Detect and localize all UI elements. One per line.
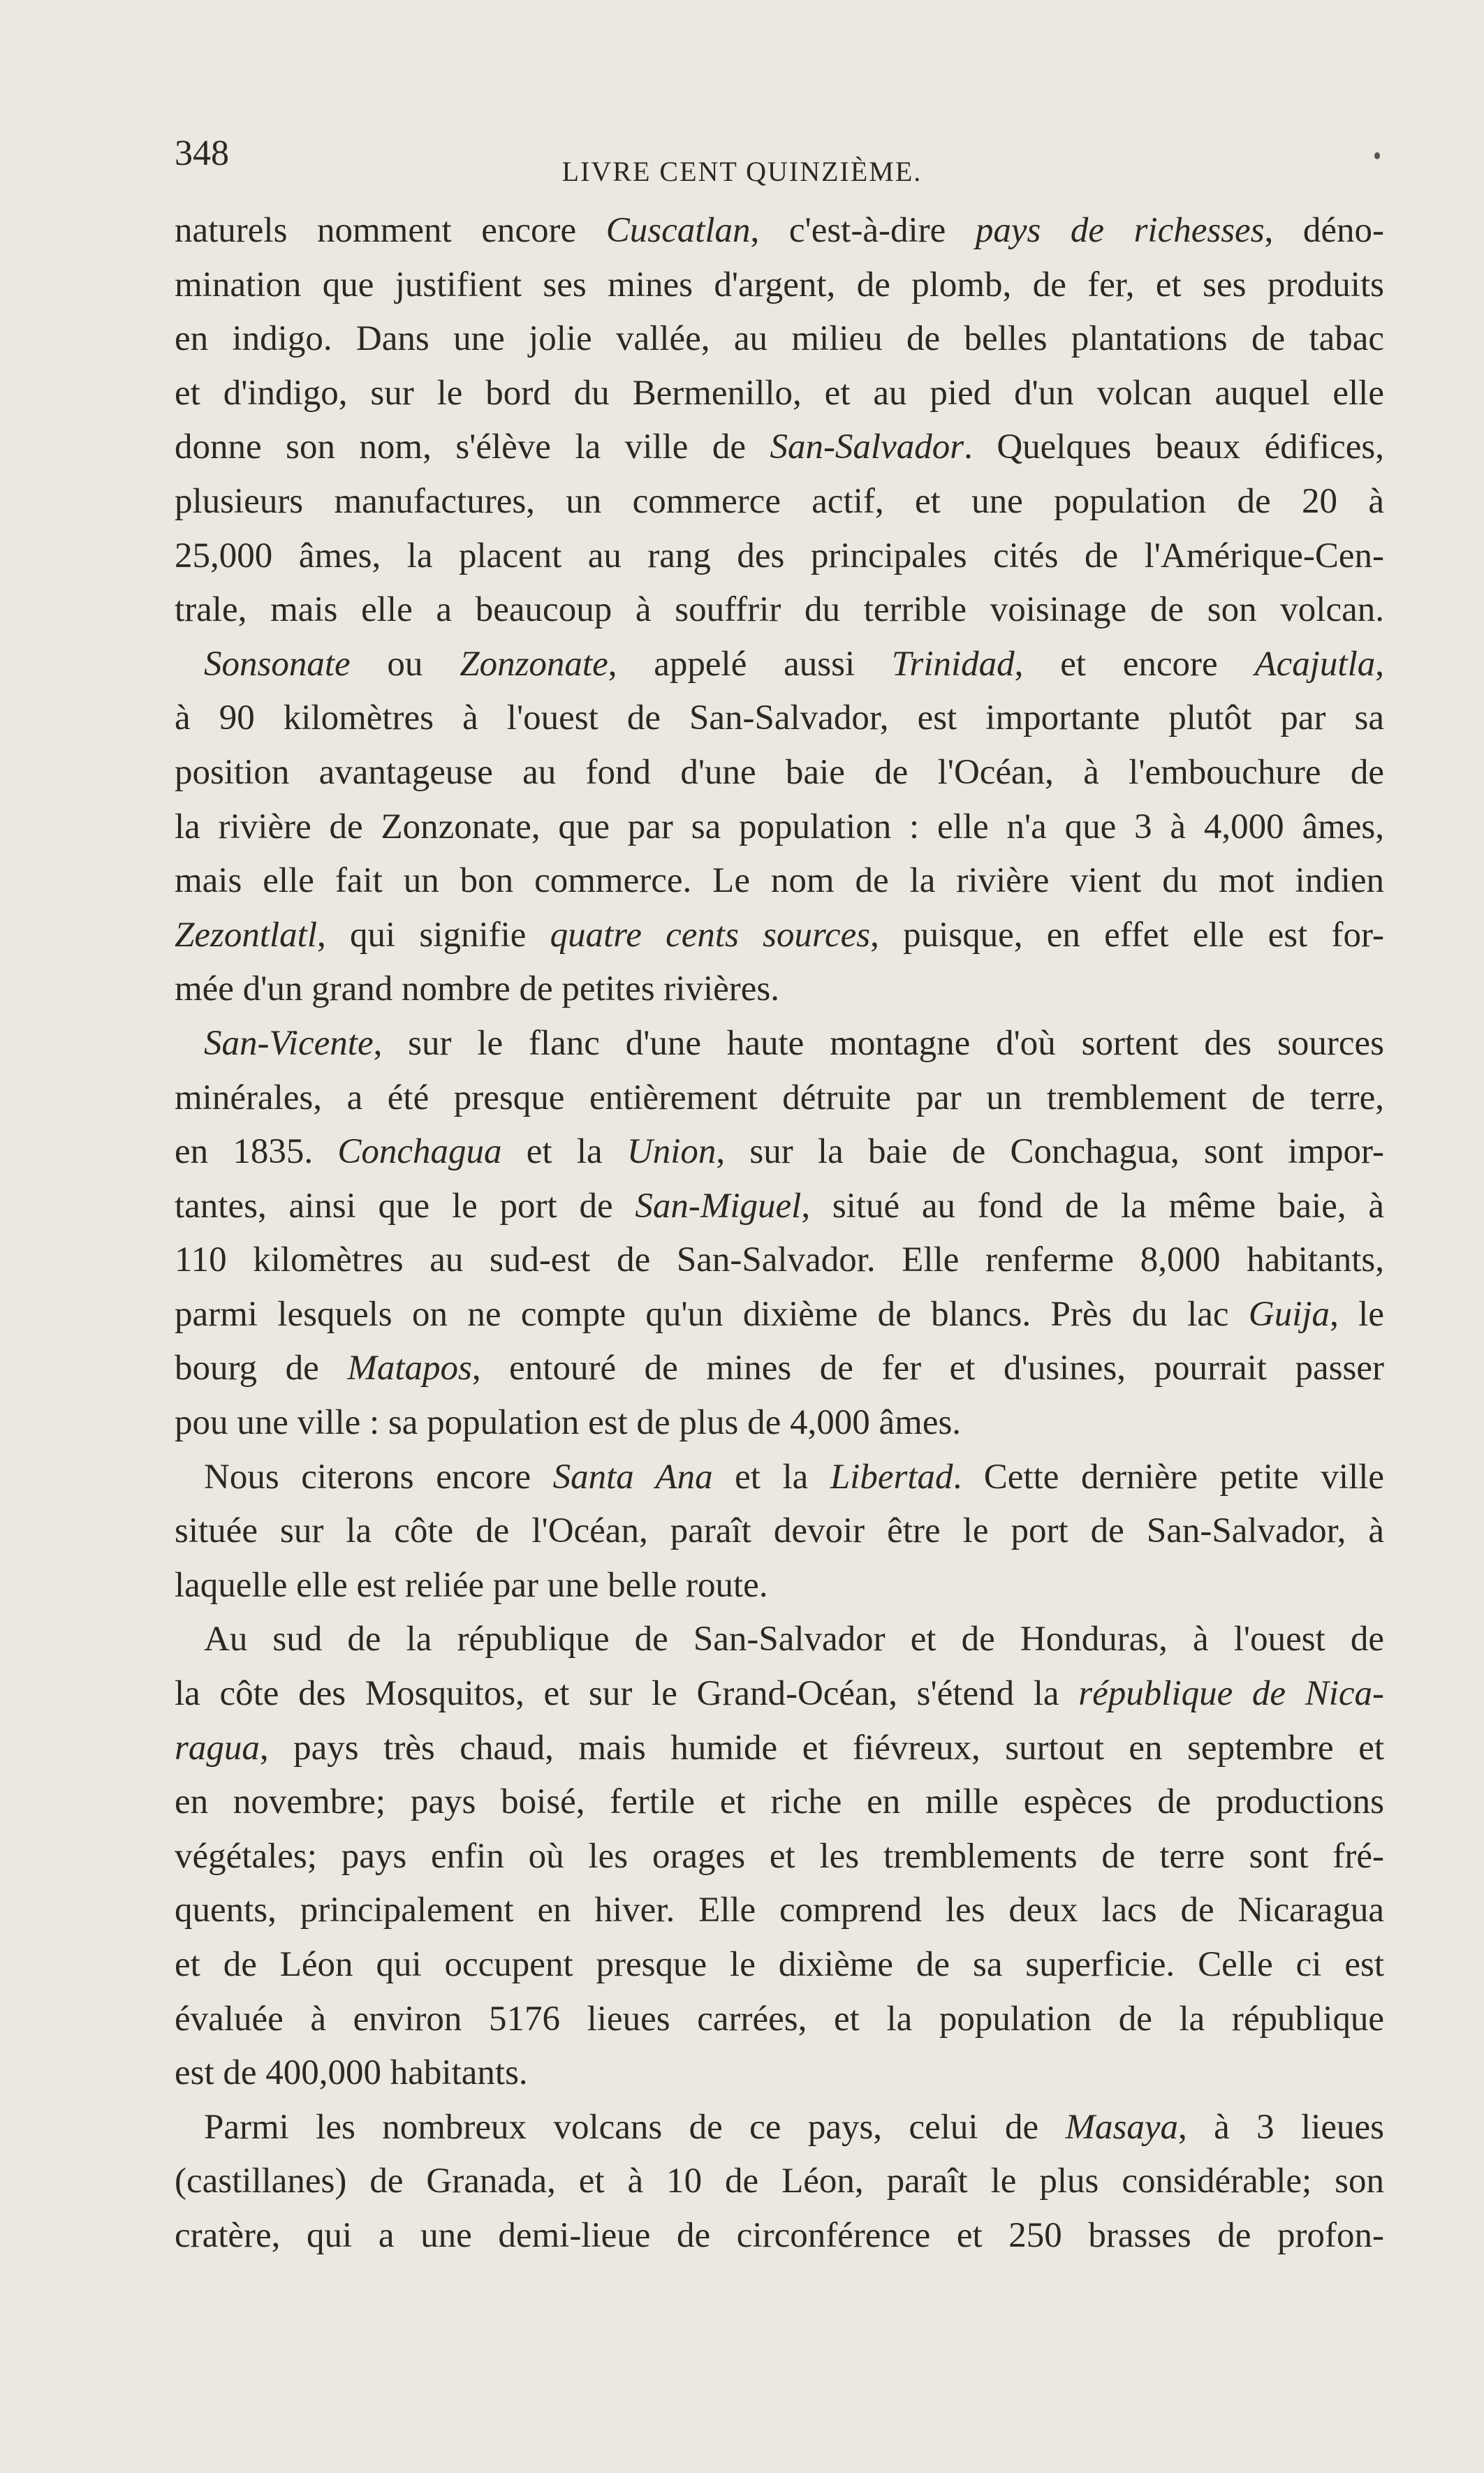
text-run: minérales, a été presque entièrement détruite par un tremblement de terre, <box>175 1078 1384 1117</box>
text-line-content <box>175 529 1384 584</box>
text-run: parmi lesquels on ne compte qu'un dixième de blancs. Près du lac <box>175 1294 1249 1334</box>
text-run: naturels nomment encore <box>175 211 606 250</box>
text-line <box>175 1938 1384 1993</box>
text-run: mination que justifient ses mines d'argent, de plomb, de fer, et ses produits <box>175 265 1384 304</box>
italic-text: Conchagua <box>337 1132 502 1172</box>
text-line <box>175 258 1384 313</box>
italic-text: pays de richesses <box>975 211 1265 250</box>
italic-text: quatre cents sources <box>550 915 871 955</box>
text-line <box>175 583 1384 638</box>
text-line-content <box>175 1775 1384 1830</box>
text-run: et la <box>501 1132 627 1172</box>
italic-text: ragua <box>175 1728 260 1768</box>
text-line-content <box>175 367 1384 421</box>
text-line-content <box>175 1722 1384 1776</box>
text-line-content <box>175 1667 1384 1722</box>
text-line <box>175 1451 1384 1505</box>
text-run: . Quelques beaux édifices, <box>964 427 1384 467</box>
text-run: végétales; pays enfin où les orages et les tremblements de terre sont fré- <box>175 1836 1384 1876</box>
text-run: à 90 kilomètres à l'ouest de San-Salvador, est importante plutôt par sa <box>175 698 1384 738</box>
text-line-content <box>175 1396 1384 1451</box>
text-run: , entouré de mines de fer et d'usines, pourrait passer <box>471 1349 1384 1388</box>
text-run: Nous citerons encore <box>204 1457 553 1497</box>
text-run: position avantageuse au fond d'une baie de l'Océan, à l'embouchure de <box>175 752 1384 792</box>
text-run: en indigo. Dans une jolie vallée, au milieu de belles plantations de tabac <box>175 319 1384 359</box>
text-run: , c'est-à-dire <box>750 211 976 250</box>
text-line <box>175 2046 1384 2101</box>
text-line <box>175 962 1384 1017</box>
text-run: , à 3 lieues <box>1177 2107 1384 2147</box>
text-run: donne son nom, s'élève la ville de <box>175 427 770 467</box>
text-run: située sur la côte de l'Océan, paraît devoir être le port de San-Salvador, à <box>175 1511 1384 1551</box>
text-run: , le <box>1330 1294 1384 1334</box>
text-line <box>175 2155 1384 2209</box>
text-line <box>175 1071 1384 1126</box>
italic-text: San-Salvador <box>770 427 964 467</box>
italic-text: Trinidad <box>891 644 1015 684</box>
text-run: , qui signifie <box>317 915 550 955</box>
text-line-content <box>175 475 1384 529</box>
italic-text: Union <box>626 1132 717 1172</box>
text-run: tantes, ainsi que le port de <box>175 1186 636 1226</box>
ink-speck <box>1374 152 1380 159</box>
body-text <box>175 204 1384 2263</box>
italic-text: San-Vicente <box>204 1023 374 1063</box>
text-line-content <box>204 1017 1384 1071</box>
text-run: , <box>1375 644 1385 684</box>
text-run: (castillanes) de Granada, et à 10 de Léon, paraît le plus considérable; son <box>175 2162 1384 2201</box>
text-line <box>175 1288 1384 1342</box>
text-line <box>175 1017 1384 1071</box>
text-line-content <box>175 1288 1384 1342</box>
text-run: 25,000 âmes, la placent au rang des principales cités de l'Amérique-Cen- <box>175 536 1384 575</box>
text-run: et de Léon qui occupent presque le dixième de sa superficie. Celle ci est <box>175 1945 1384 1984</box>
text-run: pou une ville : sa population est de plus de 4,000 âmes. <box>175 1403 962 1443</box>
text-run: cratère, qui a une demi-lieue de circonférence et 250 brasses de profon- <box>175 2215 1384 2255</box>
text-run: en novembre; pays boisé, fertile et riche en mille espèces de productions <box>175 1782 1384 1822</box>
text-line-content <box>175 1125 1384 1180</box>
text-run: , sur la baie de Conchagua, sont impor- <box>716 1132 1384 1172</box>
italic-text: Cuscatlan <box>605 211 751 250</box>
text-line <box>175 2101 1384 2155</box>
text-line-content <box>175 1071 1384 1126</box>
text-line-content <box>175 800 1384 855</box>
text-run: Au sud de la république de San-Salvador et de Honduras, à l'ouest de <box>204 1620 1384 1659</box>
italic-text: Libertad <box>830 1457 953 1497</box>
text-line-content <box>175 2209 1384 2263</box>
italic-text: San-Miguel <box>635 1186 802 1226</box>
text-run: bourg de <box>175 1349 348 1388</box>
text-line-content <box>175 1993 1384 2047</box>
text-line-content <box>175 204 1384 258</box>
text-line-content <box>204 1613 1384 1667</box>
text-line-content <box>175 1180 1384 1234</box>
text-run: , sur le flanc d'une haute montagne d'où sortent des sources <box>373 1023 1384 1063</box>
text-run: en 1835. <box>175 1132 338 1172</box>
text-run: , appelé aussi <box>608 644 892 684</box>
text-run: la côte des Mosquitos, et sur le Grand-Océan, s'étend la <box>175 1674 1079 1714</box>
text-line <box>175 1233 1384 1288</box>
text-line <box>175 1884 1384 1938</box>
text-line <box>175 746 1384 800</box>
text-line-content <box>175 1504 1384 1559</box>
text-line <box>175 475 1384 529</box>
text-line <box>175 1396 1384 1451</box>
italic-text: république de Nica- <box>1078 1674 1384 1714</box>
text-line-content <box>175 691 1384 746</box>
text-line <box>175 1830 1384 1884</box>
text-run: ou <box>350 644 460 684</box>
italic-text: Zonzonate <box>460 644 608 684</box>
text-run: , situé au fond de la même baie, à <box>801 1186 1385 1226</box>
text-run: plusieurs manufactures, un commerce actif, et une population de 20 à <box>175 481 1384 521</box>
text-run: quents, principalement en hiver. Elle comprend les deux lacs de Nicaragua <box>175 1891 1384 1930</box>
text-line-content <box>204 638 1384 692</box>
italic-text: Santa Ana <box>552 1457 713 1497</box>
text-line <box>175 1613 1384 1667</box>
text-line-content <box>175 1559 1384 1613</box>
text-line-content <box>175 2155 1384 2209</box>
text-line-content <box>204 2101 1384 2155</box>
text-line <box>175 1993 1384 2047</box>
text-line <box>175 1722 1384 1776</box>
italic-text: Acajutla <box>1254 644 1376 684</box>
text-line <box>175 367 1384 421</box>
text-line <box>175 638 1384 692</box>
italic-text: Matapos <box>347 1349 472 1388</box>
running-head: LIVRE CENT QUINZIÈME. <box>561 156 923 187</box>
italic-text: Sonsonate <box>204 644 351 684</box>
text-line-content <box>175 258 1384 313</box>
text-line <box>175 529 1384 584</box>
text-line <box>175 800 1384 855</box>
text-line <box>175 1775 1384 1830</box>
text-run: , déno- <box>1264 211 1384 250</box>
italic-text: Guija <box>1248 1294 1330 1334</box>
text-run: Parmi les nombreux volcans de ce pays, celui de <box>204 2107 1066 2147</box>
text-line-content <box>175 1233 1384 1288</box>
text-line <box>175 312 1384 367</box>
text-line-content <box>175 420 1384 475</box>
text-run: la rivière de Zonzonate, que par sa population : elle n'a que 3 à 4,000 âmes, <box>175 807 1384 846</box>
text-run: mée d'un grand nombre de petites rivières. <box>175 969 779 1009</box>
text-run: est de 400,000 habitants. <box>175 2053 528 2093</box>
italic-text: Masaya <box>1065 2107 1178 2147</box>
text-line-content <box>175 962 1384 1017</box>
text-run: , et encore <box>1014 644 1255 684</box>
page-number: 348 <box>175 133 229 173</box>
text-line-content <box>175 1830 1384 1884</box>
text-line <box>175 854 1384 909</box>
text-line <box>175 909 1384 963</box>
text-run: , pays très chaud, mais humide et fiévreux, surtout en septembre et <box>259 1728 1384 1768</box>
text-line <box>175 1504 1384 1559</box>
text-run: et d'indigo, sur le bord du Bermenillo, et au pied d'un volcan auquel elle <box>175 373 1384 413</box>
text-line-content <box>175 312 1384 367</box>
text-run: trale, mais elle a beaucoup à souffrir du terrible voisinage de son volcan. <box>175 590 1384 630</box>
text-line-content <box>175 1938 1384 1993</box>
text-line <box>175 1667 1384 1722</box>
text-line-content <box>175 1342 1384 1396</box>
text-line <box>175 1180 1384 1234</box>
text-line-content <box>175 909 1384 963</box>
text-line-content <box>175 2046 1384 2101</box>
text-line-content <box>175 746 1384 800</box>
text-line <box>175 1559 1384 1613</box>
text-run: évaluée à environ 5176 lieues carrées, et la population de la république <box>175 1999 1384 2039</box>
italic-text: Zezontlatl <box>175 915 318 955</box>
text-run: , puisque, en effet elle est for- <box>870 915 1384 955</box>
text-line <box>175 420 1384 475</box>
text-line-content <box>175 1884 1384 1938</box>
text-run: . Cette dernière petite ville <box>953 1457 1384 1497</box>
text-line <box>175 691 1384 746</box>
text-run: 110 kilomètres au sud-est de San-Salvador. Elle renferme 8,000 habitants, <box>175 1240 1384 1280</box>
text-run: laquelle elle est reliée par une belle route. <box>175 1565 768 1605</box>
text-line-content <box>175 854 1384 909</box>
text-line <box>175 2209 1384 2263</box>
text-line-content <box>175 583 1384 638</box>
text-run: et la <box>712 1457 830 1497</box>
text-line-content <box>204 1451 1384 1505</box>
text-line <box>175 1125 1384 1180</box>
text-line <box>175 204 1384 258</box>
text-line <box>175 1342 1384 1396</box>
text-run: mais elle fait un bon commerce. Le nom de la rivière vient du mot indien <box>175 861 1384 901</box>
